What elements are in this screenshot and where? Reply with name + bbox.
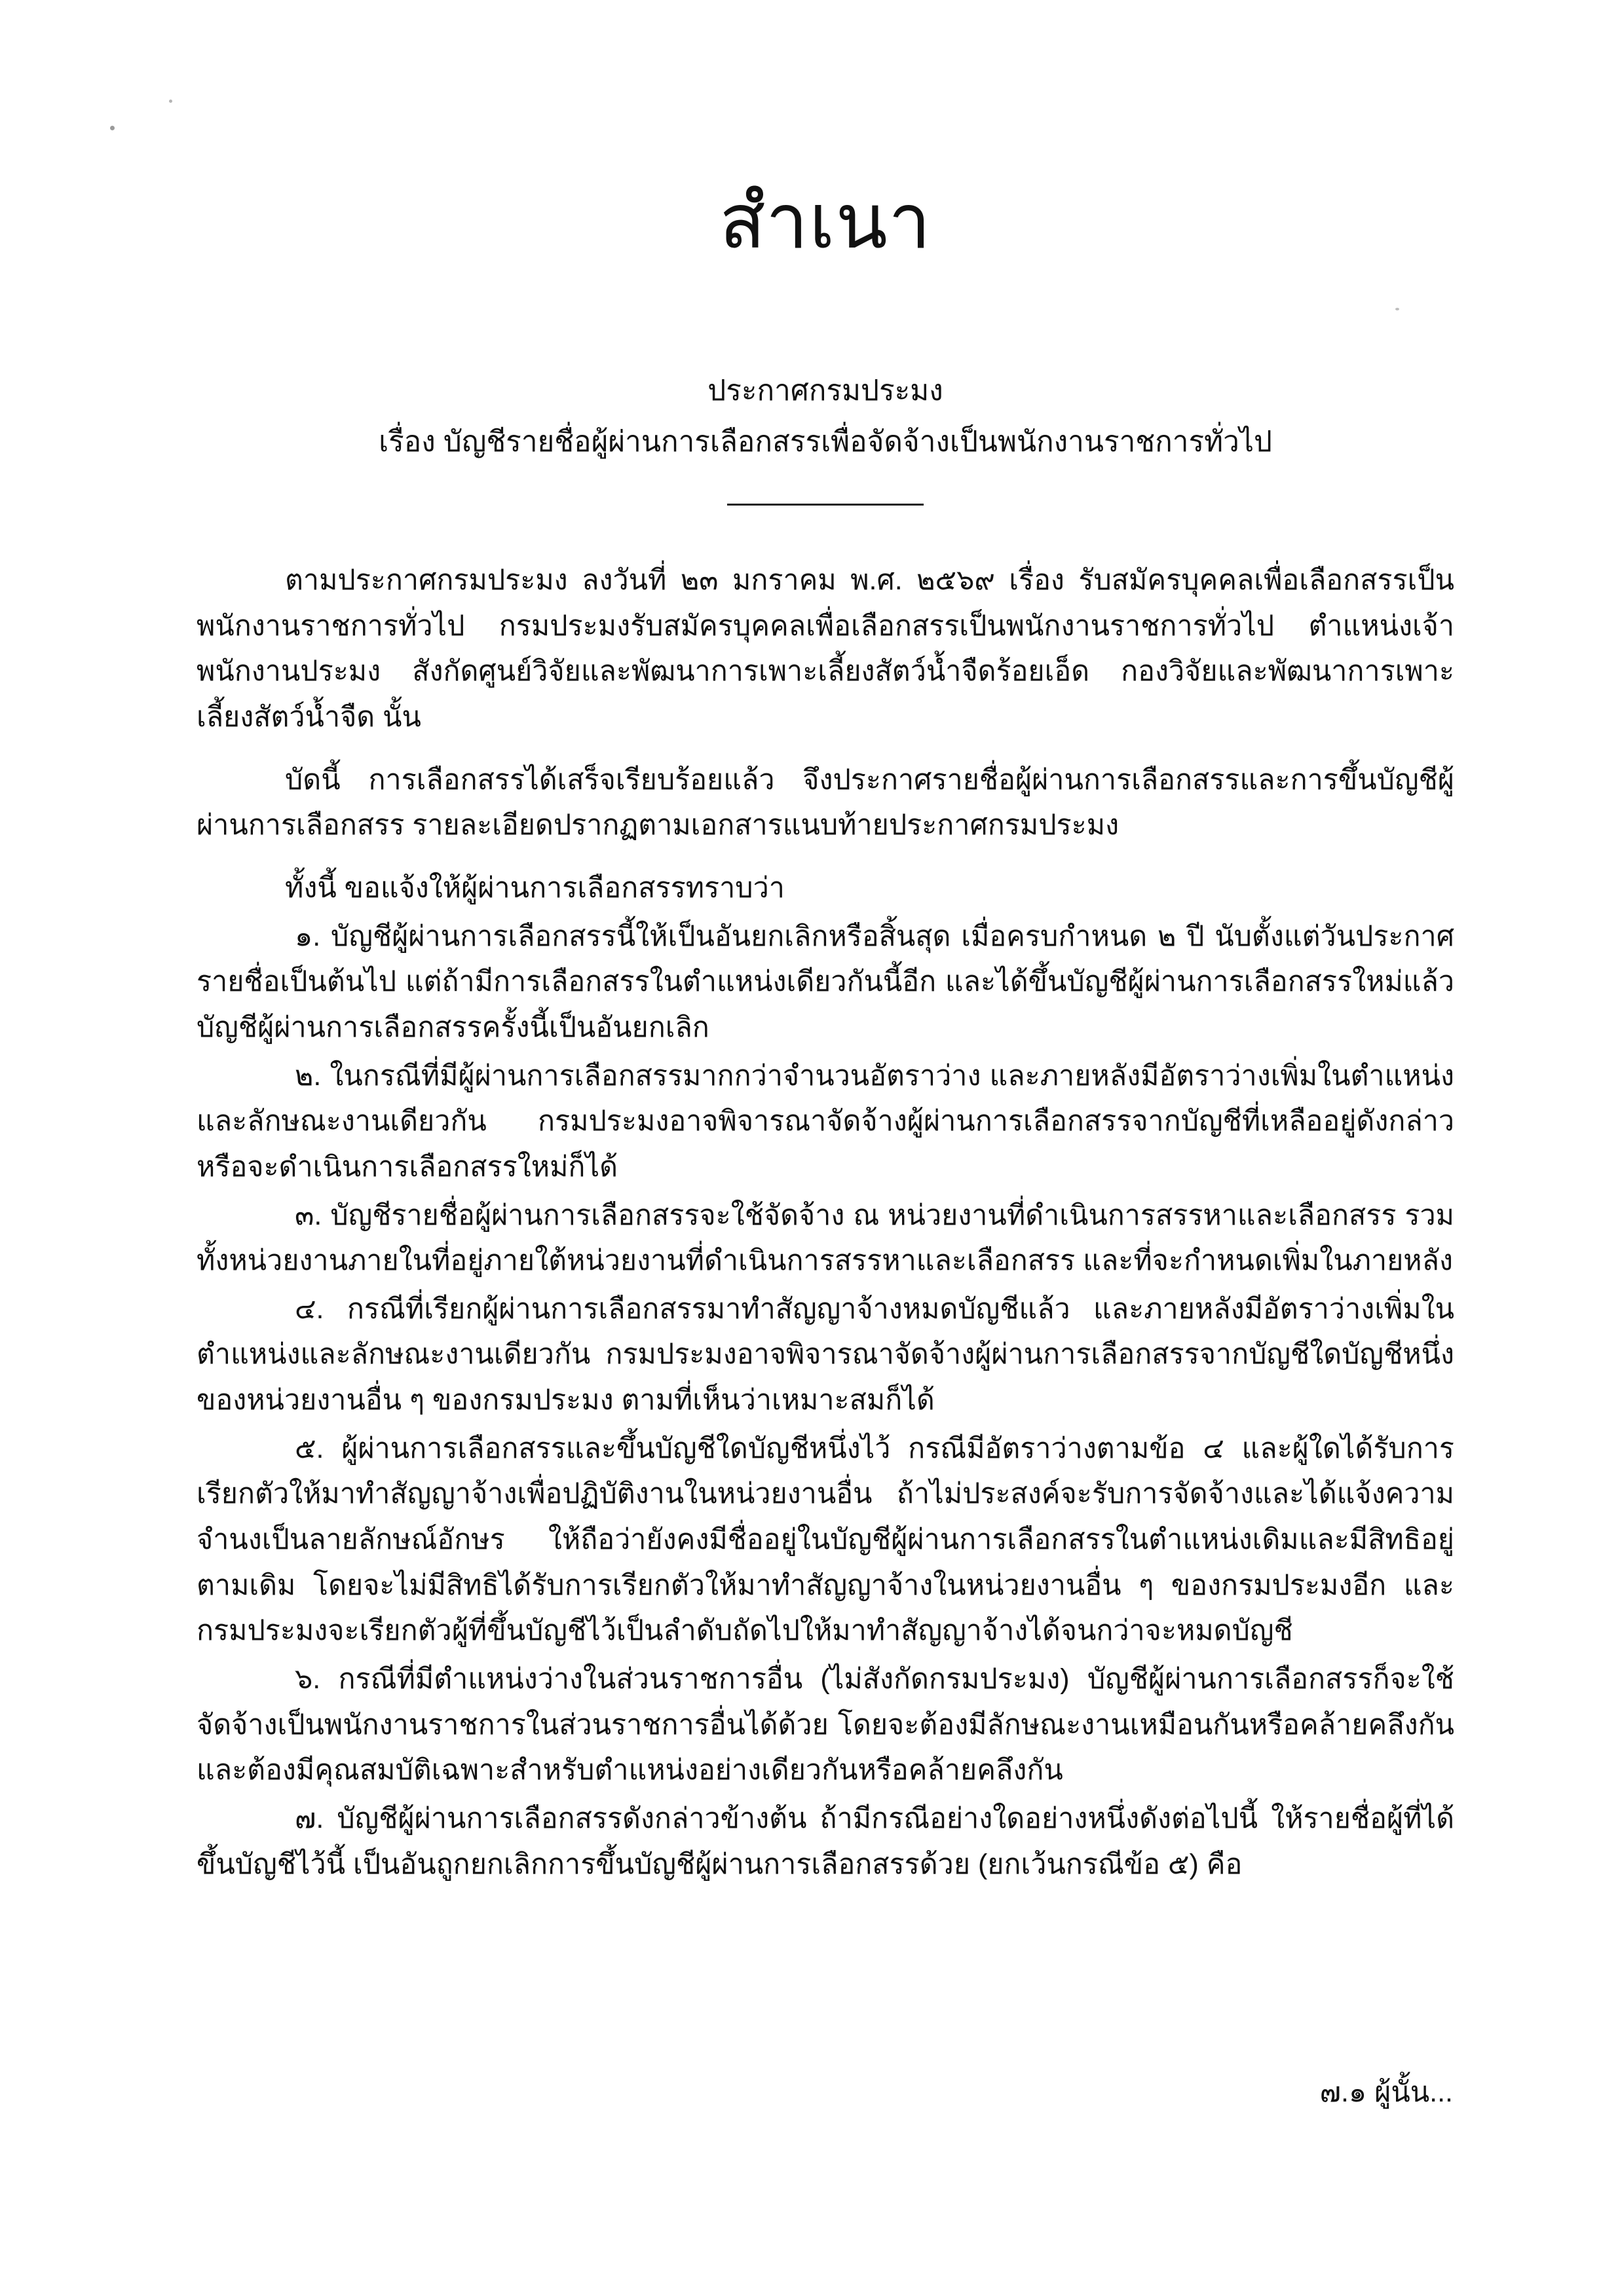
document-body <box>197 0 1454 1890</box>
scan-speckle <box>110 126 115 130</box>
announcement-heading <box>197 369 1454 464</box>
paragraph-item-4: ๔. กรณีที่เรียกผู้ผ่านการเลือกสรรมาทำสัญญาจ้างหมดบัญชีแล้ว และภายหลังมีอัตราว่างเพิ่มในตำแหน่งและลักษณะงานเดียวกัน กรมประมงอาจพิจารณาจัดจ้างผู้ผ่านการเลือกสรรจากบัญชีใดบัญชีหนึ่งของหน่วยงานอื่น ๆ ของกรมประมง ตามที่เห็นว่าเหมาะสมก็ได้ <box>197 1293 1454 1416</box>
paragraph-item-5: ๕. ผู้ผ่านการเลือกสรรและขึ้นบัญชีใดบัญชีหนึ่งไว้ กรณีมีอัตราว่างตามข้อ ๔ และผู้ใดได้รับการเรียกตัวให้มาทำสัญญาจ้างเพื่อปฏิบัติงานในหน่วยงานอื่น ถ้าไม่ประสงค์จะรับการจัดจ้างและได้แจ้งความจำนงเป็นลายลักษณ์อักษร ให้ถือว่ายังคงมีชื่ออยู่ในบัญชีผู้ผ่านการเลือกสรรในตำแหน่งเดิมและมีสิทธิอยู่ตามเดิม โดยจะไม่มีสิทธิได้รับการเรียกตัวให้มาทำสัญญาจ้างในหน่วยงานอื่น ๆ ของกรมประมงอีก และกรมประมงจะเรียกตัวผู้ที่ขึ้นบัญชีไว้เป็นลำดับถัดไปให้มาทำสัญญาจ้างได้จนกว่าจะหมดบัญชี <box>197 1432 1454 1647</box>
paragraph-item-3: ๓. บัญชีรายชื่อผู้ผ่านการเลือกสรรจะใช้จัดจ้าง ณ หน่วยงานที่ดำเนินการสรรหาและเลือกสรร รวมทั้งหน่วยงานภายในที่อยู่ภายใต้หน่วยงานที่ดำเนินการสรรหาและเลือกสรร และที่จะกำหนดเพิ่มในภายหลัง <box>197 1199 1454 1277</box>
scan-speckle <box>169 100 172 103</box>
paragraph-result: บัดนี้ การเลือกสรรได้เสร็จเรียบร้อยแล้ว จึงประกาศรายชื่อผู้ผ่านการเลือกสรรและการขึ้นบัญชีผู้ผ่านการเลือกสรร รายละเอียดปรากฏตามเอกสารแนบท้ายประกาศกรมประมง <box>197 764 1454 842</box>
paragraph-item-7: ๗. บัญชีผู้ผ่านการเลือกสรรดังกล่าวข้างต้น ถ้ามีกรณีอย่างใดอย่างหนึ่งดังต่อไปนี้ ให้รายชื่อผู้ที่ได้ขึ้นบัญชีไว้นี้ เป็นอันถูกยกเลิกการขึ้นบัญชีผู้ผ่านการเลือกสรรด้วย (ยกเว้นกรณีข้อ ๕) คือ <box>197 1803 1454 1880</box>
paragraph-intro: ตามประกาศกรมประมง ลงวันที่ ๒๓ มกราคม พ.ศ. ๒๕๖๙ เรื่อง รับสมัครบุคคลเพื่อเลือกสรรเป็นพนักงานราชการทั่วไป กรมประมงรับสมัครบุคคลเพื่อเลือกสรรเป็นพนักงานราชการทั่วไป ตำแหน่งเจ้าพนักงานประมง สังกัดศูนย์วิจัยและพัฒนาการเพาะเลี้ยงสัตว์น้ำจืดร้อยเอ็ด กองวิจัยและพัฒนาการเพาะเลี้ยงสัตว์น้ำจืด นั้น <box>197 564 1454 733</box>
paragraph-item-1: ๑. บัญชีผู้ผ่านการเลือกสรรนี้ให้เป็นอันยกเลิกหรือสิ้นสุด เมื่อครบกำหนด ๒ ปี นับตั้งแต่วันประกาศรายชื่อเป็นต้นไป แต่ถ้ามีการเลือกสรรในตำแหน่งเดียวกันนี้อีก และได้ขึ้นบัญชีผู้ผ่านการเลือกสรรใหม่แล้ว บัญชีผู้ผ่านการเลือกสรรครั้งนี้เป็นอันยกเลิก <box>197 920 1454 1043</box>
paragraph-item-2: ๒. ในกรณีที่มีผู้ผ่านการเลือกสรรมากกว่าจำนวนอัตราว่าง และภายหลังมีอัตราว่างเพิ่มในตำแหน่งและลักษณะงานเดียวกัน กรมประมงอาจพิจารณาจัดจ้างผู้ผ่านการเลือกสรรจากบัญชีที่เหลืออยู่ดังกล่าวหรือจะดำเนินการเลือกสรรใหม่ก็ได้ <box>197 1060 1454 1183</box>
paragraph-notice-lead: ทั้งนี้ ขอแจ้งให้ผู้ผ่านการเลือกสรรทราบว่า <box>285 872 785 904</box>
paragraph-item-6: ๖. กรณีที่มีตำแหน่งว่างในส่วนราชการอื่น (ไม่สังกัดกรมประมง) บัญชีผู้ผ่านการเลือกสรรก็จะใช้จัดจ้างเป็นพนักงานราชการในส่วนราชการอื่นได้ด้วย โดยจะต้องมีลักษณะงานเหมือนกันหรือคล้ายคลึงกันและต้องมีคุณสมบัติเฉพาะสำหรับตำแหน่งอย่างเดียวกันหรือคล้ายคลึงกัน <box>197 1663 1454 1787</box>
heading-line-1: ประกาศกรมประมง <box>707 374 943 407</box>
heading-line-2: เรื่อง บัญชีรายชื่อผู้ผ่านการเลือกสรรเพื่อจัดจ้างเป็นพนักงานราชการทั่วไป <box>379 425 1272 458</box>
heading-divider <box>727 504 924 506</box>
copy-stamp-title: สำเนา <box>719 179 932 264</box>
page-continuation-note: ๗.๑ ผู้นั้น... <box>1319 2077 1453 2108</box>
document-content <box>197 558 1454 1887</box>
